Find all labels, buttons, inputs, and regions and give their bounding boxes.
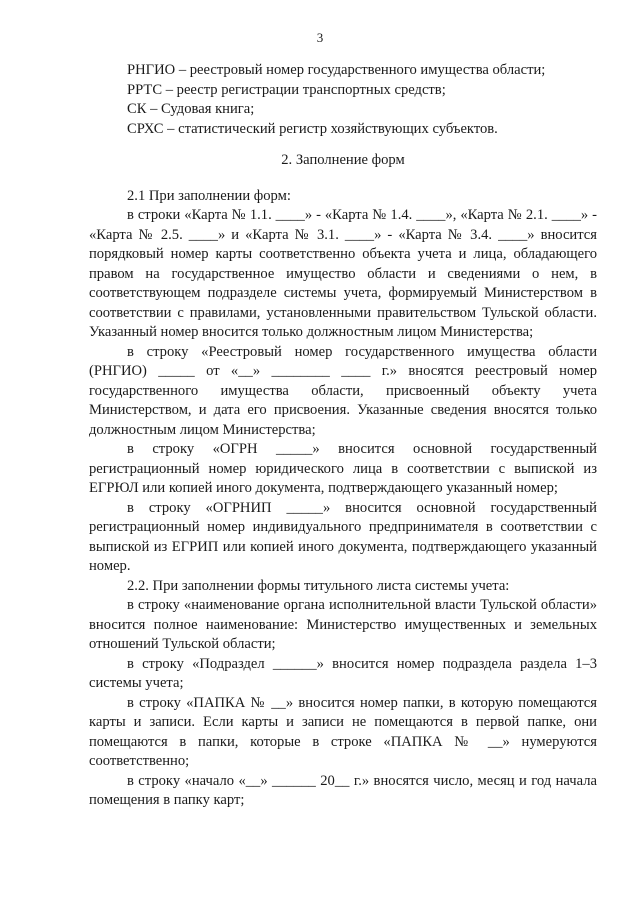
paragraph: в строку «ОГРНИП _____» вносится основной государственный регистрационный номер индивидуального предпринимателя в соответствии с выпиской из ЕГРИП или копией иного документа, подтверждающего указанный номер. [89, 499, 597, 574]
section-title: 2. Заполнение форм [281, 152, 405, 168]
definition-item: РРТС – реестр регистрации транспортных средств; [127, 81, 446, 98]
paragraph: 2.2. При заполнении формы титульного листа системы учета: [127, 577, 510, 594]
paragraph: 2.1 При заполнении форм: [127, 187, 291, 204]
paragraph: в строку «Подраздел ______» вносится номер подраздела раздела 1–3 системы учета; [89, 655, 597, 691]
section-body [89, 187, 597, 811]
page-number: 3 [316, 30, 324, 45]
paragraph: в строку «ПАПКА № __» вносится номер папки, в которую помещаются карты и записи. Если карты и записи не помещаются в первой папке, они помещаются в папки, которые в строке «ПАПКА № __» нумеруются соответственно; [89, 694, 597, 769]
paragraph: в строку «Реестровый номер государственного имущества области (РНГИО) _____ от «__» ________ ____ г.» вносятся реестровый номер государственного имущества области, присвоенный объекту учета Министерством, и дата его присвоения. Указанные сведения вносятся только должностным лицом Министерства; [89, 343, 597, 438]
paragraph: в строку «наименование органа исполнительной власти Тульской области» вносится полное наименование: Министерство имущественных и земельных отношений Тульской области; [89, 597, 597, 652]
definition-item: СК – Судовая книга; [127, 101, 255, 117]
paragraph: в строку «ОГРН _____» вносится основной государственный регистрационный номер юридического лица в соответствии с выпиской из ЕГРЮЛ или копией иного документа, подтверждающего указанный номер; [89, 441, 597, 496]
definition-item: РНГИО – реестровый номер государственного имущества области; [127, 62, 546, 78]
abbreviations-list [89, 61, 597, 139]
paragraph: в строки «Карта № 1.1. ____» - «Карта № 1.4. ____», «Карта № 2.1. ____» - «Карта № 2.5. ____» и «Карта № 3.1. ____» - «Карта № 3.4. ____» вносится порядковый номер карты соответственно объекта учета и лица, обладающего правом на государственное имущество области и сведениями о нем, в соответствующем подразделе системы учета, формируемый Министерством в соответствии с правилами, установленными правительством Тульской области. Указанный номер вносится только должностным лицом Министерства; [89, 207, 597, 340]
definition-item: СРХС – статистический регистр хозяйствующих субъектов. [127, 120, 498, 137]
paragraph: в строку «начало «__» ______ 20__ г.» вносятся число, месяц и год начала помещения в папку карт; [89, 772, 597, 808]
document-body [89, 61, 597, 811]
